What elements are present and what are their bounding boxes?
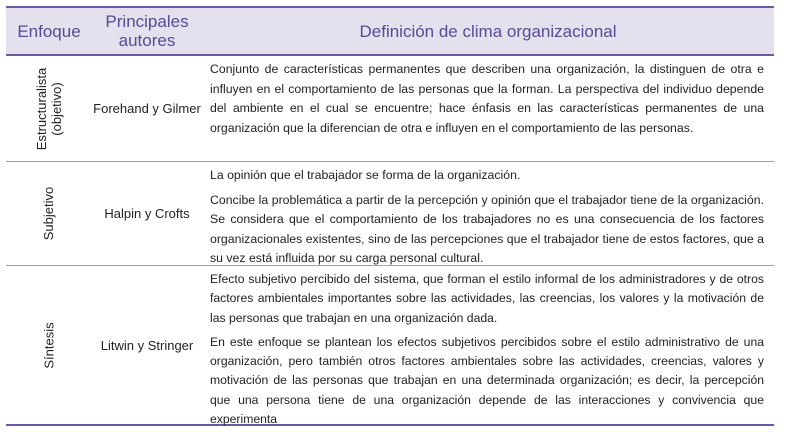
autores-cell: Halpin y Crofts	[104, 206, 190, 221]
enfoque-label: Síntesis	[41, 321, 57, 369]
clima-organizacional-table	[6, 6, 774, 426]
definicion-paragraph: Conjunto de características permanentes que describen una organización, la distinguen de otra e influyen en el comportamiento de las personas que la forman. La perspectiva del individuo depende del ambiente en el cual se encuentre; hace énfasis en las características permanentes de una organización que la diferencian de otra e influyen en el comportamiento de las personas.	[210, 62, 764, 135]
enfoque-label-line2: (objetivo)	[49, 81, 64, 136]
autores-cell: Litwin y Stringer	[100, 337, 194, 353]
definicion-paragraph: Concibe la problemática a partir de la percepción y opinión que el trabajador tiene de la organización. Se considera que el comportamiento de los trabajadores no es una consecuencia de los factores organizacionales existentes, sino de las percepciones que el trabajador tiene de estos factores, que a su vez está influida por su carga personal cultural.	[210, 192, 764, 265]
autores-cell: Forehand y Gilmer	[93, 101, 201, 116]
enfoque-cell	[6, 266, 92, 424]
enfoque-cell	[6, 162, 92, 265]
definicion-cell	[210, 166, 764, 269]
definicion-cell	[210, 270, 764, 429]
header-enfoque: Enfoque	[17, 21, 81, 41]
table-row-estructuralista	[6, 56, 774, 162]
enfoque-label-line1: Estructuralista	[34, 67, 49, 150]
header-definicion: Definición de clima organizacional	[359, 21, 617, 41]
table-row-subjetivo	[6, 162, 774, 266]
enfoque-cell	[6, 56, 92, 161]
table-row-sintesis	[6, 266, 774, 426]
definicion-paragraph: En este enfoque se plantean los efectos subjetivos percibidos sobre el estilo administrativo de una organización, pero también otros factores ambientales sobre las actividades, creencias, valores y motivación de las personas que trabajan en una determinada organización; es decir, la percepción que una persona tiene de una organización depende de las interacciones y convivencia que experimenta	[210, 334, 764, 427]
definicion-paragraph: Efecto subjetivo percibido del sistema, que forman el estilo informal de los administradores y de otros factores ambientales importantes sobre las actividades, las creencias, los valores y la motivación de las personas que trabajan en una organización dada.	[210, 272, 764, 325]
table-header	[6, 6, 774, 56]
header-principales-autores: Principales autores	[105, 12, 189, 50]
enfoque-label: Subjetivo	[41, 186, 57, 241]
definicion-paragraph: La opinión que el trabajador se forma de la organización.	[210, 168, 521, 182]
definicion-cell	[210, 60, 764, 138]
